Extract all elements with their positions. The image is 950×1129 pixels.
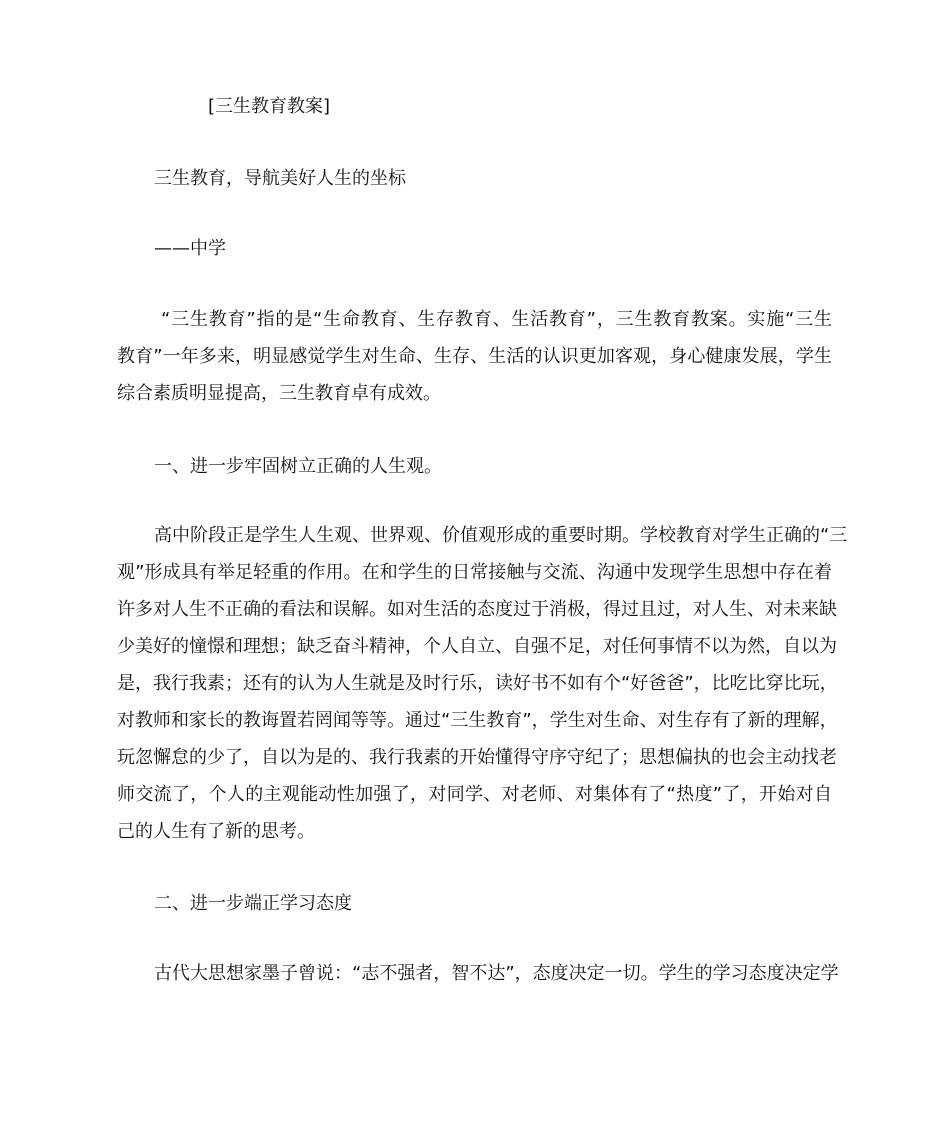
intro-line: 教育”一年多来，明显感觉学生对生命、生存、生活的认识更加客观，身心健康发展，学生 xyxy=(117,346,832,367)
intro-line: “三生教育”指的是“生命教育、生存教育、生活教育”，三生教育教案。实施“三生 xyxy=(161,309,832,330)
section2-heading: 二、进一步端正学习态度 xyxy=(154,893,352,914)
section1-line: 许多对人生不正确的看法和误解。如对生活的态度过于消极，得过且过，对人生、对未来缺 xyxy=(117,599,837,620)
section1-line: 对教师和家长的教诲置若罔闻等等。通过“三生教育”，学生对生命、对生存有了新的理解， xyxy=(117,710,838,731)
section1-line: 观”形成具有举足轻重的作用。在和学生的日常接触与交流、沟通中发现学生思想中存在着 xyxy=(117,562,832,583)
section2-paragraph xyxy=(117,955,839,992)
section1-line: 高中阶段正是学生人生观、世界观、价值观形成的重要时期。学校教育对学生正确的“三 xyxy=(154,525,848,546)
section1-line: 少美好的憧憬和理想；缺乏奋斗精神，个人自立、自强不足，对任何事情不以为然，自以为 xyxy=(117,636,837,657)
section2-line: 古代大思想家墨子曾说：“志不强者，智不达”，态度决定一切。学生的学习态度决定学 xyxy=(154,963,839,984)
section1-line: 师交流了，个人的主观能动性加强了，对同学、对老师、对集体有了“热度”了，开始对自 xyxy=(117,784,832,805)
intro-line: 综合素质明显提高，三生教育卓有成效。 xyxy=(117,383,441,404)
document-byline: ——中学 xyxy=(154,238,226,259)
section1-paragraph xyxy=(117,517,848,850)
section1-line: 己的人生有了新的思考。 xyxy=(117,821,315,842)
intro-paragraph xyxy=(117,301,832,412)
section1-line: 玩忽懈怠的少了，自以为是的、我行我素的开始懂得守序守纪了；思想偏执的也会主动找老 xyxy=(117,747,837,768)
document-subtitle: 三生教育，导航美好人生的坐标 xyxy=(154,168,406,189)
section1-heading: 一、进一步牢固树立正确的人生观。 xyxy=(154,456,442,477)
section1-line: 是，我行我素；还有的认为人生就是及时行乐，读好书不如有个“好爸爸”，比吃比穿比玩， xyxy=(117,673,838,694)
document-bracket-title: [三生教育教案] xyxy=(208,96,331,117)
